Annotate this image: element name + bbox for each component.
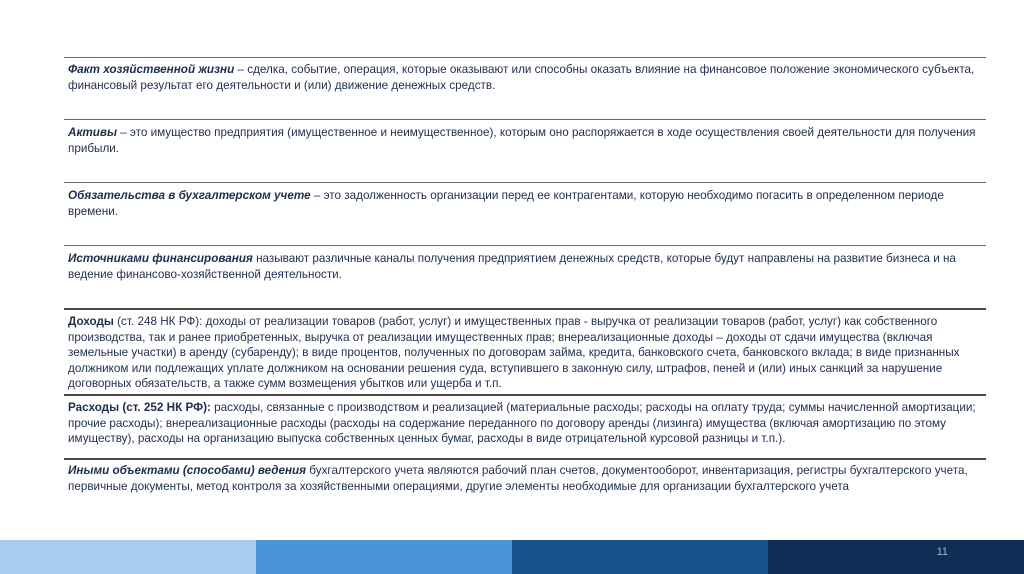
term-assets: Активы [68,126,117,139]
term-fact: Факт хозяйственной жизни [68,63,235,76]
definition-text-expenses: расходы, связанные с производством и реализацией (материальные расходы; расходы на оплату труда; суммы начисленной амортизации; прочие расходы); внереализационные расходы (расходы на содержание переданного по договору аренды (лизинга) имущества (включая амортизацию по этому имуществу), расходы на организацию выпуска собственных ценных бумаг, расходы в виде отрицательной курсовой разницы и т.п.). [68,401,976,446]
term-liabilities: Обязательства в бухгалтерском учете [68,189,311,202]
term-other-objects: Иными объектами (способами) ведения [68,464,307,477]
definition-fact [68,62,982,93]
definition-expenses [68,400,982,447]
term-income: Доходы [68,315,114,328]
divider [64,119,986,120]
term-funding: Источниками финансирования [68,252,253,265]
term-expenses: Расходы (ст. 252 НК РФ): [68,401,211,414]
divider [64,57,986,58]
definition-income [68,314,982,392]
definition-text-other-objects: бухгалтерского учета являются рабочий план счетов, документооборот, инвентаризация, регистры бухгалтерского учета, первичные документы, метод контроля за хозяйственными операциями, другие элементы необходимые для организации бухгалтерского учета [68,464,968,493]
footer-segment-dark [512,540,768,574]
footer-segment-darkest [768,540,1024,574]
footer-segment-light [0,540,256,574]
definition-text-fact: – сделка, событие, операция, которые оказывают или способны оказать влияние на финансовое положение экономического субъекта, финансовый результат его деятельности и (или) движение денежных средств. [68,63,975,92]
page-number: 11 [936,546,948,558]
divider [64,182,986,183]
footer-bar [0,540,1024,574]
definition-text-funding: называют различные каналы получения предприятием денежных средств, которые будут направлены на развитие бизнеса и на ведение финансово-хозяйственной деятельности. [68,252,956,281]
divider [64,245,986,246]
divider [64,458,986,460]
footer-segment-medium [256,540,512,574]
definition-liabilities [68,188,982,219]
definition-other-objects [68,463,982,494]
definition-funding [68,251,982,282]
definition-text-assets: – это имущество предприятия (имущественное и неимущественное), которым оно распоряжается в ходе осуществления своей деятельности для получения прибыли. [68,126,976,155]
definition-text-liabilities: – это задолженность организации перед ее контрагентами, которую необходимо погасить в определенном периоде времени. [68,189,944,218]
divider [64,394,986,396]
divider [64,308,986,310]
definition-assets [68,125,982,156]
definition-text-income: (ст. 248 НК РФ): доходы от реализации товаров (работ, услуг) и имущественных прав - выручка от реализации товаров (работ, услуг) как собственного производства, так и ранее приобретенных, выручка от реализации имущественных прав; внереализационные доходы – доходы от сдачи имущества (включая земельные участки) в аренду (субаренду); в виде процентов, полученных по договорам займа, кредита, банковского счета, банковского вклада; в виде признанных должником или подлежащих уплате должником на основании решения суда, вступившего в законную силу, штрафов, пеней и (или) иных санкций за нарушение договорных обязательств, а также сумм возмещения убытков или ущерба и т.п. [68,315,960,391]
